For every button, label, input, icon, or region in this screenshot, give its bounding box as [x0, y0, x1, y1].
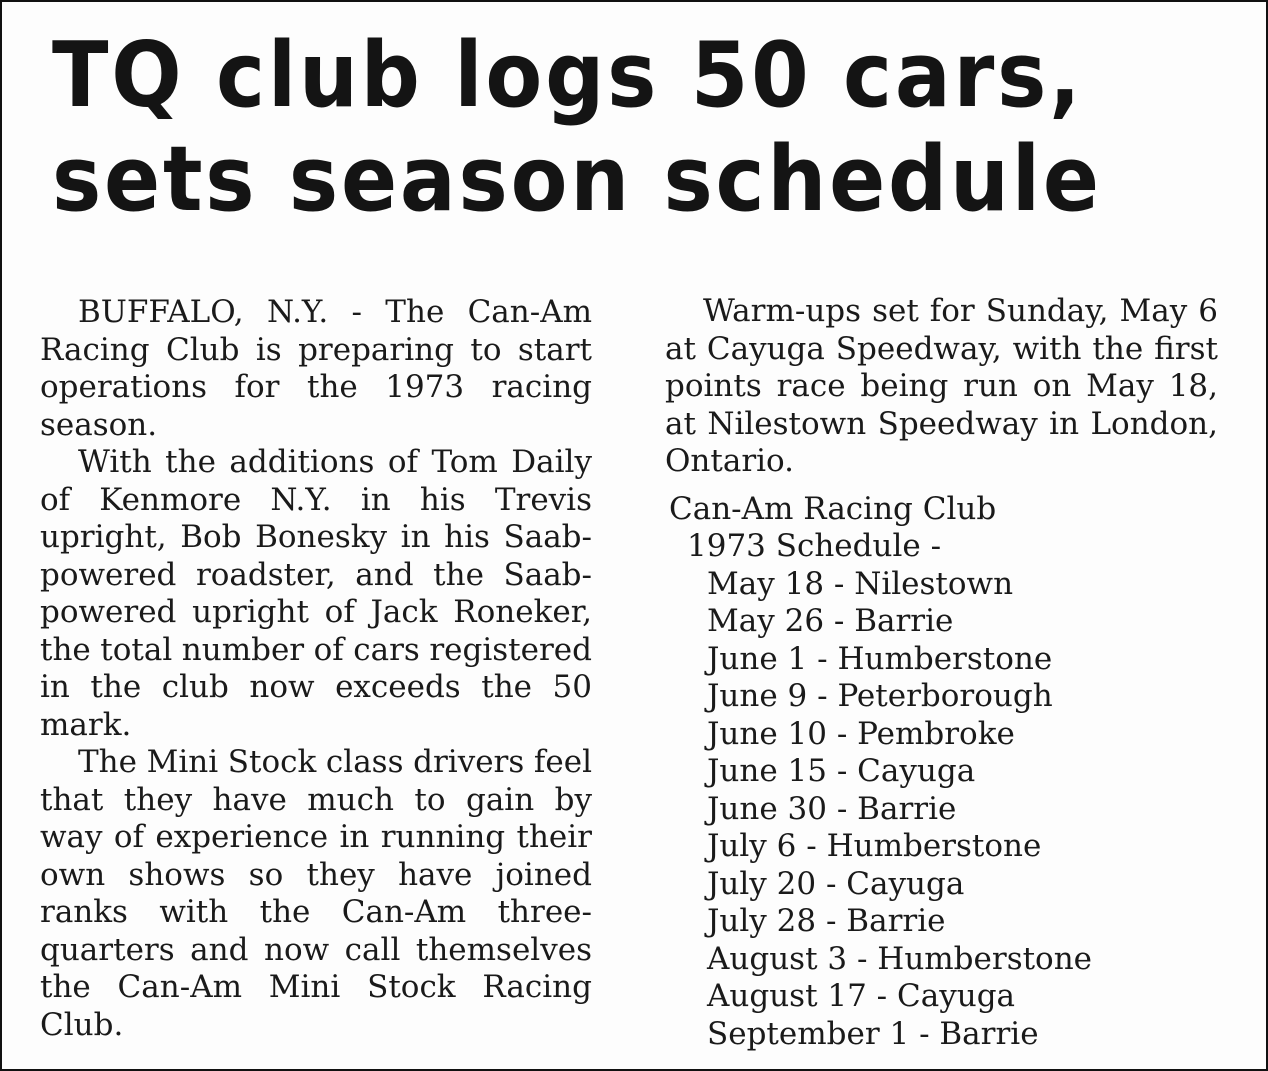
schedule-item: June 10 - Pembroke — [707, 715, 1015, 752]
schedule-list — [707, 566, 1218, 1054]
headline-line-1: TQ club logs 50 cars, — [52, 23, 1084, 128]
schedule-item: August 17 - Cayuga — [707, 978, 1016, 1014]
article-paragraph-2: With the additions of Tom Daily of Kenmore N.Y. in his Trevis upright, Bob Bonesky in his Saab-powered roadster, and the Saab-powered upright of Jack Roneker, the total number of cars registered in the club now exceeds the 50 mark. — [40, 444, 592, 743]
schedule-subtitle: 1973 Schedule - — [687, 528, 942, 564]
schedule-item: June 30 - Barrie — [707, 790, 957, 827]
schedule-item: August 3 - Humberstone — [707, 940, 1093, 977]
article-paragraph-3: The Mini Stock class drivers feel that they have much to gain by way of experience in running their own shows so they have joined ranks with the Can-Am three-quarters and now call themselves the Can-Am Mini Stock Racing Club. — [40, 744, 592, 1043]
article-paragraph-1: BUFFALO, N.Y. - The Can-Am Racing Club is preparing to start operations for the 1973 racing season. — [40, 294, 592, 443]
schedule-item: June 15 - Cayuga — [707, 753, 976, 789]
schedule-item: June 9 - Peterborough — [707, 678, 1053, 714]
right-column — [665, 293, 1218, 1053]
schedule-item: September 1 - Barrie — [707, 1015, 1039, 1052]
schedule-item: June 1 - Humberstone — [707, 640, 1053, 677]
schedule-item: May 26 - Barrie — [707, 603, 954, 639]
article-paragraph-4: Warm-ups set for Sunday, May 6 at Cayuga Speedway, with the first points race being run on May 18, at Nilestown Speedway in London, Ontario. — [665, 293, 1218, 479]
headline-line-2: sets season schedule — [52, 127, 1102, 232]
left-column — [40, 294, 592, 1044]
schedule-item: July 6 - Humberstone — [707, 828, 1042, 864]
headline — [52, 24, 1102, 232]
schedule-item: July 20 - Cayuga — [707, 865, 965, 902]
schedule-item: July 28 - Barrie — [707, 903, 946, 939]
schedule-item: May 18 - Nilestown — [707, 565, 1014, 602]
schedule-title: Can-Am Racing Club — [669, 490, 997, 527]
